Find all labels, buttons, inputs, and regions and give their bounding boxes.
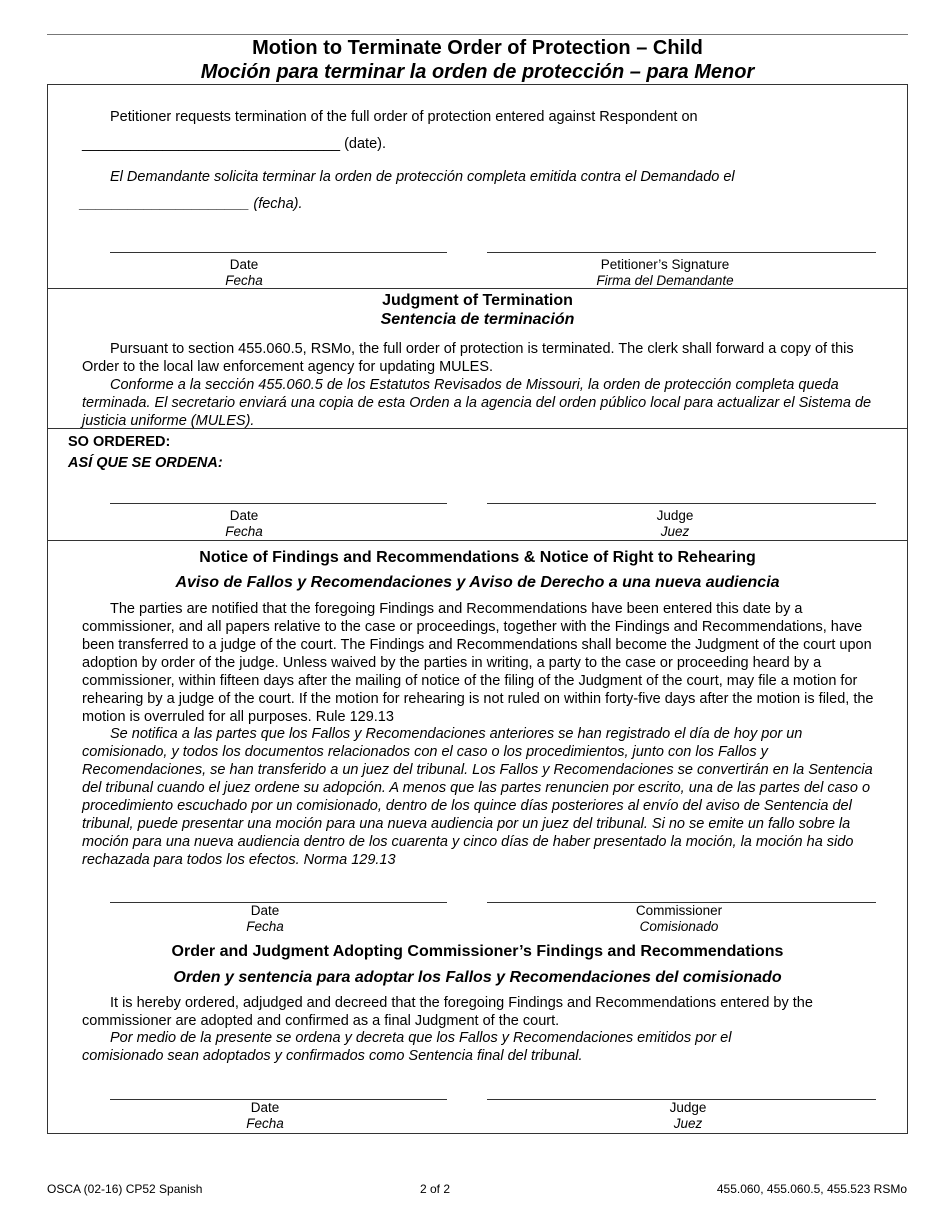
so-ordered-es: ASÍ QUE SE ORDENA:: [68, 455, 223, 471]
petition-fecha-field[interactable]: _____________________ (fecha).: [80, 196, 303, 212]
notice-heading-en: Notice of Findings and Recommendations & Notice of Right to Rehearing: [199, 549, 756, 566]
notice-body-en: The parties are notified that the foregoing Findings and Recommendations have been entered this date by a commissioner, and all papers relative to the case or proceedings, together with the Findings and Recommendations, have been transferred to a judge of the court. The Findings and Recommendations shall become the Judgment of the court upon adoption by order of the judge. Unless waived by the parties in writing, a party to the case or proceeding heard by a commissioner, within fifteen days after the mailing of notice of the filing of the Judgment of the court, may file a motion for rehearing by a judge of the court. If the motion for rehearing is not ruled on within forty-five days after the motion is filed, the motion is overruled for all purposes. Rule 129.13: [82, 601, 874, 725]
notice-body-es: Se notifica a las partes que los Fallos y Recomendaciones anteriores se han registrado el día de hoy por un comisionado, y todos los documentos relacionados con el caso o los procedimientos, junto con los Fallos y Recomendaciones, se han transferido a un juez del tribunal. Los Fallos y Recomendaciones se convertirán en la Sentencia del tribunal cuando el juez ordene su adopción. A menos que las partes renuncien por escrito, una de las partes del caso o procedimiento escuchado por un comisionado, dentro de los quince días posteriores al envío del aviso de Sentencia del tribunal, puede presentar una moción para una nueva audiencia por un juez del tribunal. Si no se emite un fallo sobre la moción para una nueva audiencia dentro de los cuarenta y cinco días de haber presentado la moción, la moción ha sido rechazada para todos los efectos. Norma 129.13: [82, 726, 873, 868]
judgment-heading: Judgment of Termination Sentencia de terminación: [380, 292, 575, 328]
petition-date-signature-line[interactable]: [110, 252, 447, 253]
adopt-date-label: Date Fecha: [246, 1100, 284, 1131]
adopt-heading-es: Orden y sentencia para adoptar los Fallos y Recomendaciones del comisionado: [173, 969, 782, 986]
title-spanish: Moción para terminar la orden de protección – para Menor: [200, 61, 755, 83]
judgment-body-es: Conforme a la sección 455.060.5 de los Estatutos Revisados de Missouri, la orden de protección completa queda terminada. El secretario enviará una copia de esta Orden a la agencia del orden público local para actualizar el Sistema de justicia uniforme (MULES).: [82, 377, 872, 429]
judge-signature-line[interactable]: [487, 503, 876, 504]
section-divider: [47, 540, 908, 541]
petition-text-es: El Demandante solicita terminar la orden de protección completa emitida contra el Demandado el: [110, 169, 735, 185]
footer-statutes: 455.060, 455.060.5, 455.523 RSMo: [716, 1182, 907, 1196]
page-title: [47, 36, 908, 84]
commissioner-signature-label: Commissioner Comisionado: [635, 903, 723, 934]
top-rule: [47, 34, 908, 35]
adopt-body-es: Por medio de la presente se ordena y decreta que los Fallos y Recomendaciones emitidos por el comisionado sean adoptados y confirmados como Sentencia final del tribunal.: [82, 1030, 732, 1064]
judgment-date-line[interactable]: [110, 503, 447, 504]
petition-date-field[interactable]: ________________________________ (date).: [82, 136, 386, 152]
title-english: Motion to Terminate Order of Protection – Child: [252, 37, 703, 59]
so-ordered-en: SO ORDERED:: [68, 434, 171, 450]
petitioner-signature-label: Petitioner’s Signature Firma del Demandante: [596, 257, 734, 288]
footer-page-number: 2 of 2: [420, 1182, 451, 1196]
adopt-judge-signature-label: Judge Juez: [669, 1100, 707, 1131]
notice-heading-es: Aviso de Fallos y Recomendaciones y Aviso de Derecho a una nueva audiencia: [175, 574, 780, 591]
adopt-body-en: It is hereby ordered, adjudged and decreed that the foregoing Findings and Recommendations entered by the commissioner are adopted and confirmed as a final Judgment of the court.: [82, 995, 813, 1029]
judgment-date-label: Date Fecha: [225, 508, 263, 539]
petition-date-label: Date Fecha: [225, 257, 263, 288]
petition-text-en: Petitioner requests termination of the full order of protection entered against Respondent on: [110, 109, 698, 125]
petitioner-signature-line[interactable]: [487, 252, 876, 253]
adopt-heading-en: Order and Judgment Adopting Commissioner’s Findings and Recommendations: [171, 943, 784, 960]
footer-form-id: OSCA (02-16) CP52 Spanish: [47, 1182, 203, 1196]
section-divider: [47, 288, 908, 289]
section-divider: [47, 428, 908, 429]
judgment-body-en: Pursuant to section 455.060.5, RSMo, the full order of protection is terminated. The clerk shall forward a copy of this Order to the local law enforcement agency for updating MULES.: [82, 341, 854, 375]
notice-date-label: Date Fecha: [246, 903, 284, 934]
judge-signature-label: Judge Juez: [656, 508, 694, 539]
